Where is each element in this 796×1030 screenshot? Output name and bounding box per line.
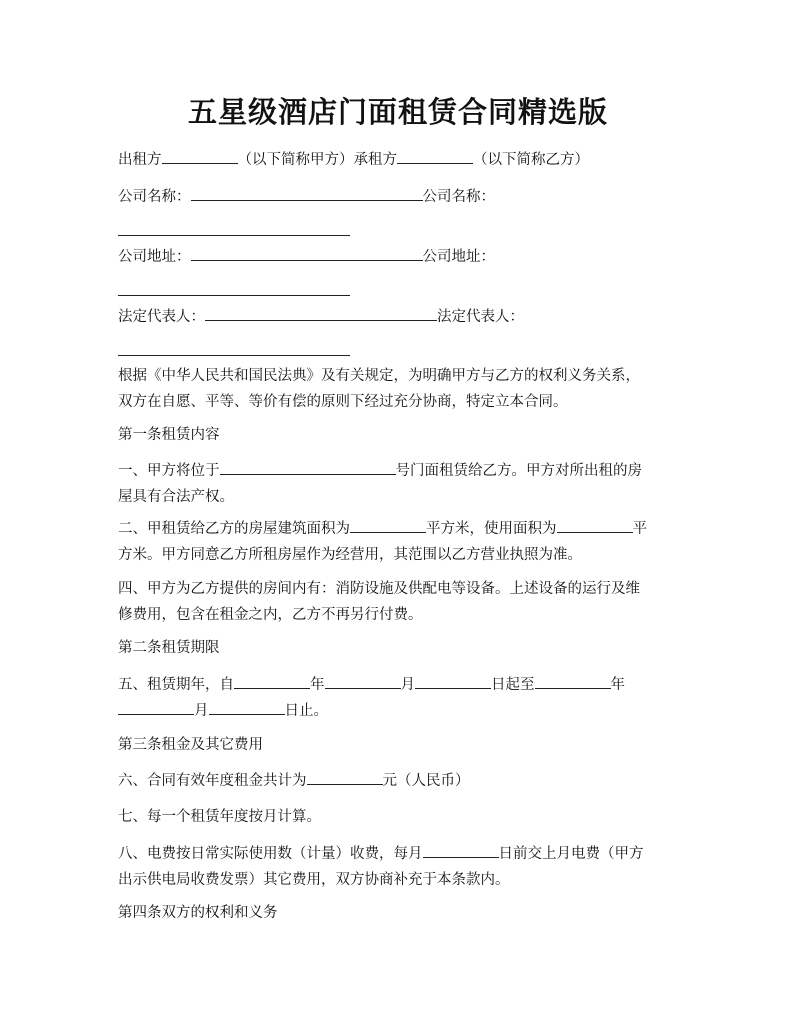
clause-4 [118,576,688,628]
company-address-blank-b[interactable] [118,280,350,296]
clause-2-text-b: 平方米，使用面积为 [426,521,557,537]
company-address-label-a: 公司地址： [118,249,191,265]
start-day-blank[interactable] [415,673,491,689]
preamble [118,363,688,415]
company-name-row [118,184,688,236]
clause-5-text-a: 五、租赁期年，自 [118,677,234,693]
year-label-a: 年 [310,677,325,693]
clause-2-text-a: 二、甲租赁给乙方的房屋建筑面积为 [118,521,350,537]
annual-rent-blank[interactable] [307,769,383,785]
clause-8-text-c: 出示供电局收费发票）其它费用，双方协商补充于本条款内。 [118,872,510,888]
company-name-label-b: 公司名称： [422,189,495,205]
clause-8-text-a: 八、电费按日常实际使用数（计量）收费，每月 [118,846,423,862]
clause-6-text-b: 元（人民币） [382,773,470,789]
building-area-blank[interactable] [350,517,426,533]
article-2-heading: 第二条租赁期限 [118,640,220,656]
legal-rep-label-b: 法定代表人： [437,309,524,325]
day-from-label: 日起至 [491,677,535,693]
end-day-blank[interactable] [209,699,285,715]
company-name-blank-b[interactable] [118,220,350,236]
preamble-line-2: 双方在自愿、平等、等价有偿的原则下经过充分协商，特定立本合同。 [118,394,568,410]
clause-2-text-c: 平 [632,521,647,537]
clause-6-text-a: 六、合同有效年度租金共计为 [118,773,307,789]
end-month-blank[interactable] [118,699,194,715]
clause-8 [118,841,688,893]
day-end-label: 日止。 [284,703,328,719]
month-label-b: 月 [194,703,209,719]
clause-5 [118,672,688,724]
year-label-b: 年 [610,677,625,693]
start-month-blank[interactable] [325,673,401,689]
lessor-alias: （以下简称甲方）承租方 [237,152,397,168]
company-name-blank-a[interactable] [191,185,423,201]
legal-rep-row [118,304,688,356]
location-blank[interactable] [220,459,396,475]
clause-7: 七、每一个租赁年度按月计算。 [118,809,321,825]
legal-rep-blank-a[interactable] [205,305,437,321]
start-year-blank[interactable] [234,673,310,689]
clause-1-text-c: 屋具有合法产权。 [118,489,234,505]
legal-rep-label-a: 法定代表人： [118,309,205,325]
clause-4-line-1: 四、甲方为乙方提供的房间内有：消防设施及供配电等设备。上述设备的运行及维 [118,581,640,597]
clause-2-text-d: 方米。甲方同意乙方所租房屋作为经营用，其范围以乙方营业执照为准。 [118,547,582,563]
company-address-blank-a[interactable] [191,245,423,261]
lessor-label: 出租方 [118,152,162,168]
clause-6 [118,768,688,794]
clause-2 [118,516,688,568]
clause-8-text-b: 日前交上月电费（甲方 [498,846,644,862]
legal-rep-blank-b[interactable] [118,340,350,356]
month-label-a: 月 [400,677,415,693]
payment-day-blank[interactable] [423,842,499,858]
clause-4-line-2: 修费用，包含在租金之内，乙方不再另行付费。 [118,607,423,623]
clause-1-text-b: 号门面租赁给乙方。甲方对所出租的房 [395,463,642,479]
company-address-label-b: 公司地址： [422,249,495,265]
article-4-heading: 第四条双方的权利和义务 [118,905,278,921]
parties-line [118,147,688,173]
article-3-heading: 第三条租金及其它费用 [118,737,263,753]
company-address-row [118,244,688,296]
article-1-heading: 第一条租赁内容 [118,427,220,443]
lessor-blank[interactable] [162,148,238,164]
clause-1-text-a: 一、甲方将位于 [118,463,220,479]
clause-1 [118,458,688,510]
preamble-line-1: 根据《中华人民共和国民法典》及有关规定，为明确甲方与乙方的权利义务关系， [118,368,640,384]
end-year-blank[interactable] [535,673,611,689]
usable-area-blank[interactable] [557,517,633,533]
document-title: 五星级酒店门面租赁合同精选版 [187,95,608,129]
company-name-label-a: 公司名称： [118,189,191,205]
lessee-blank[interactable] [397,148,473,164]
lessee-alias: （以下简称乙方） [473,152,589,168]
